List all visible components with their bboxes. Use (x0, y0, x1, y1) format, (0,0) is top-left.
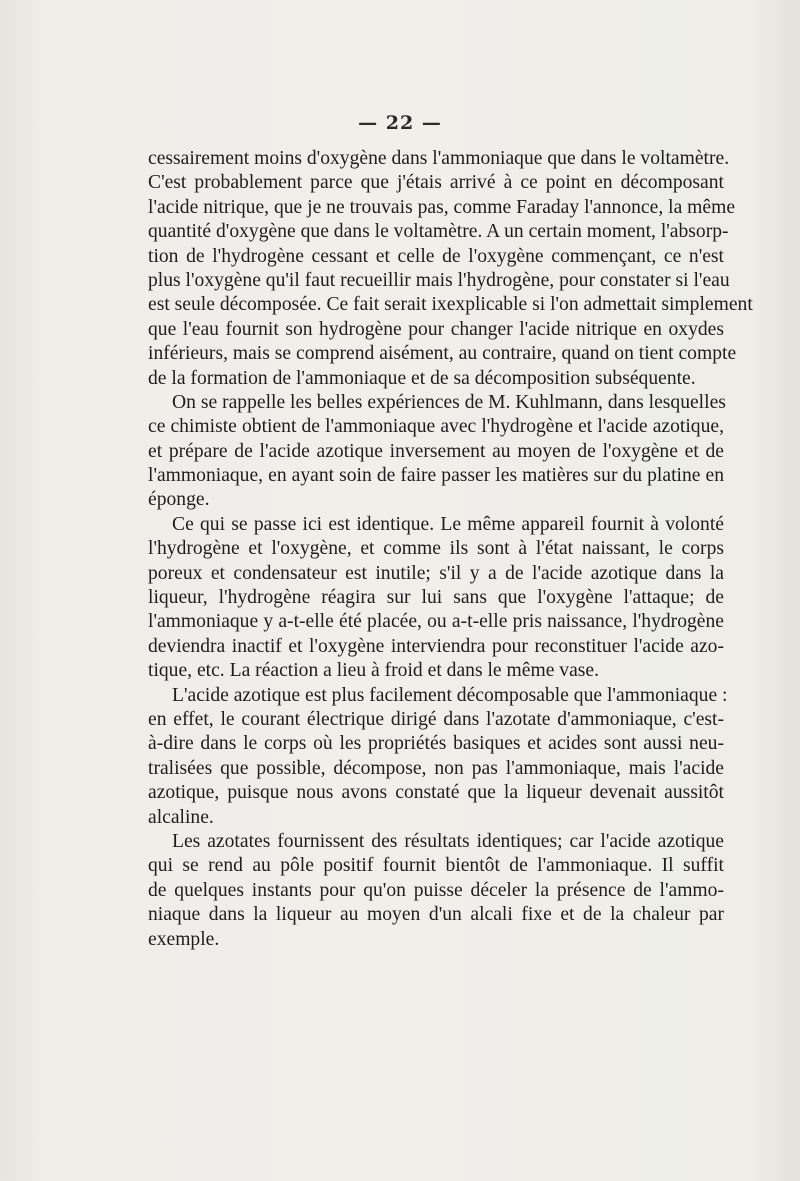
text-line: l'hydrogène et l'oxygène, et comme ils sont à l'état naissant, le corps (148, 538, 724, 560)
text-line: est seule décomposée. Ce fait serait ixexplicable si l'on admettait simplement (148, 294, 753, 316)
page-number: — 22 — (358, 112, 442, 134)
text-line: Les azotates fournissent des résultats identiques; car l'acide azotique (172, 830, 724, 852)
text-line: L'acide azotique est plus facilement décomposable que l'ammoniaque : (172, 684, 728, 706)
text-line: tique, etc. La réaction a lieu à froid et dans le même vase. (148, 660, 600, 682)
paragraph (148, 147, 753, 391)
text-line: Ce qui se passe ici est identique. Le même appareil fournit à volonté (172, 513, 724, 535)
text-line: et prépare de l'acide azotique inversement au moyen de l'oxygène et de (148, 440, 724, 462)
text-line: que l'eau fournit son hydrogène pour changer l'acide nitrique en oxydes (148, 318, 724, 340)
text-line: quantité d'oxygène que dans le voltamètre. A un certain moment, l'absorp- (148, 221, 729, 243)
paragraph (148, 391, 724, 513)
text-line: deviendra inactif et l'oxygène interviendra pour reconstituer l'acide azo- (148, 635, 724, 657)
text-line: alcaline. (148, 806, 214, 828)
text-line: l'ammoniaque, en ayant soin de faire passer les matières sur du platine en (148, 465, 724, 487)
text-line: exemple. (148, 928, 220, 950)
text-line: qui se rend au pôle positif fournit bientôt de l'ammoniaque. Il suffit (148, 855, 724, 877)
text-line: C'est probablement parce que j'étais arrivé à ce point en décomposant (148, 172, 724, 194)
text-line: inférieurs, mais se comprend aisément, au contraire, quand on tient compte (148, 343, 737, 365)
body-text (148, 147, 753, 952)
text-line: ce chimiste obtient de l'ammoniaque avec l'hydrogène et l'acide azotique, (148, 416, 724, 438)
paragraph (148, 684, 728, 830)
text-line: plus l'oxygène qu'il faut recueillir mais l'hydrogène, pour constater si l'eau (148, 269, 730, 291)
text-line: à-dire dans le corps où les propriétés basiques et acides sont aussi neu- (148, 733, 724, 755)
paragraph (148, 830, 724, 952)
text-line: éponge. (148, 489, 210, 511)
text-line: de quelques instants pour qu'on puisse déceler la présence de l'ammo- (148, 879, 724, 901)
text-line: liqueur, l'hydrogène réagira sur lui sans que l'oxygène l'attaque; de (148, 587, 724, 609)
text-line: tralisées que possible, décompose, non pas l'ammoniaque, mais l'acide (148, 757, 724, 779)
text-line: tion de l'hydrogène cessant et celle de l'oxygène commençant, ce n'est (148, 245, 724, 267)
text-line: de la formation de l'ammoniaque et de sa décomposition subséquente. (148, 367, 696, 389)
text-line: poreux et condensateur est inutile; s'il y a de l'acide azotique dans la (148, 562, 724, 584)
text-line: cessairement moins d'oxygène dans l'ammoniaque que dans le voltamètre. (148, 148, 730, 169)
paragraph (148, 513, 724, 684)
text-line: azotique, puisque nous avons constaté que la liqueur devenait aussitôt (148, 782, 724, 804)
text-line: l'acide nitrique, que je ne trouvais pas, comme Faraday l'annonce, la même (148, 196, 736, 218)
text-line: On se rappelle les belles expériences de M. Kuhlmann, dans lesquelles (172, 391, 726, 413)
text-line: l'ammoniaque y a-t-elle été placée, ou a-t-elle pris naissance, l'hydrogène (148, 611, 724, 633)
text-line: niaque dans la liqueur au moyen d'un alcali fixe et de la chaleur par (148, 904, 724, 926)
text-line: en effet, le courant électrique dirigé dans l'azotate d'ammoniaque, c'est- (148, 708, 724, 730)
